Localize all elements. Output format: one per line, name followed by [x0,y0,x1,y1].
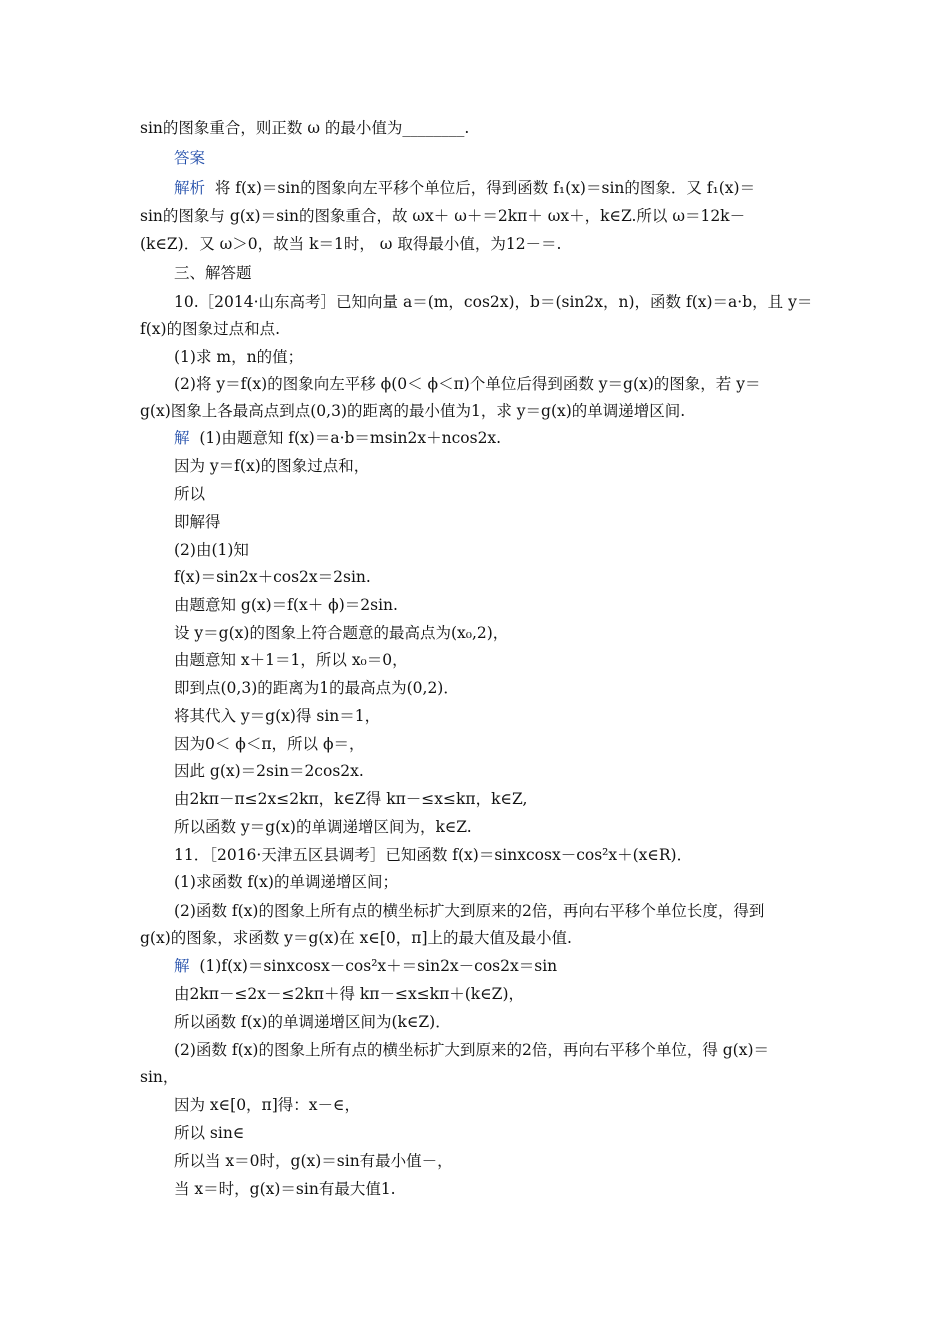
text-line: (1)求 m，n的值； [174,348,304,366]
text-line [174,428,950,448]
text-line: 设 y＝g(x)的图象上符合题意的最高点为(x₀,2)， [174,624,509,642]
text-line [174,956,950,976]
text-line: 即解得 [174,513,221,531]
text-line: 因为 y＝f(x)的图象过点和， [174,457,370,475]
text-line: 因此 g(x)＝2sin＝2cos2x. [174,762,364,780]
text-line: (2)由(1)知 [174,541,249,559]
text-line [174,178,950,198]
text-line: 所以 [174,485,206,503]
text-run: (1)f(x)＝sinxcosx－cos²x＋＝sin2x－cos2x＝sin [199,957,558,975]
text-line: sin的图象重合，则正数 ω 的最小值为________. [140,119,470,137]
text-line: f(x)的图象过点和点. [140,320,281,338]
solution-label: 解 [174,429,190,447]
text-line: 由题意知 g(x)＝f(x＋ ϕ)＝2sin. [174,596,398,614]
text-line: g(x)的图象，求函数 y＝g(x)在 x∈[0，π]上的最大值及最小值. [140,929,572,947]
question-11: 11．［2016·天津五区县调考］已知函数 f(x)＝sinxcosx－cos²x＋(x∈R)． [174,846,693,864]
text-line: 由2kπ－π≤2x≤2kπ，k∈Z得 kπ－≤x≤kπ，k∈Z, [174,790,528,808]
text-line: 由2kπ－≤2x－≤2kπ＋得 kπ－≤x≤kπ＋(k∈Z)， [174,985,524,1003]
answer-label: 答案 [174,149,206,167]
text-line: sin的图象与 g(x)＝sin的图象重合，故 ωx＋ ω＋＝2kπ＋ ωx＋，k∈Z.所以 ω＝12k－ [140,207,746,225]
text-line: (2)函数 f(x)的图象上所有点的横坐标扩大到原来的2倍，再向右平移个单位，得 g(x)＝ [174,1041,770,1059]
text-run: 将 f(x)＝sin的图象向左平移个单位后，得到函数 f₁(x)＝sin的图象．又 f₁(x)＝ [214,179,756,197]
text-line: sin， [140,1068,179,1086]
text-line: 所以 sin∈ [174,1124,245,1142]
text-line: 所以函数 y＝g(x)的单调递增区间为，k∈Z. [174,818,472,836]
solution-label: 解 [174,957,190,975]
text-line: 因为0＜ ϕ＜π，所以 ϕ＝， [174,735,365,753]
text-line: (2)将 y＝f(x)的图象向左平移 ϕ(0＜ ϕ＜π)个单位后得到函数 y＝g(x)的图象，若 y＝ [174,375,761,393]
text-line: (k∈Z)．又 ω＞0，故当 k＝1时， ω 取得最小值，为12－＝. [140,235,562,253]
text-line: 当 x＝时，g(x)＝sin有最大值1. [174,1180,396,1198]
text-line: 所以当 x＝0时，g(x)＝sin有最小值－， [174,1152,453,1170]
text-line: 因为 x∈[0，π]得：x－∈， [174,1096,361,1114]
text-line: 所以函数 f(x)的单调递增区间为(k∈Z)． [174,1013,451,1031]
text-line: (1)求函数 f(x)的单调递增区间； [174,873,398,891]
text-line: 将其代入 y＝g(x)得 sin＝1， [174,707,381,725]
text-line: f(x)＝sin2x＋cos2x＝2sin. [174,568,371,586]
text-line: 由题意知 x＋1＝1，所以 x₀＝0， [174,651,408,669]
question-10: 10.［2014·山东高考］已知向量 a＝(m，cos2x)，b＝(sin2x，n)，函数 f(x)＝a·b，且 y＝ [174,293,813,311]
text-line: g(x)图象上各最高点到点(0,3)的距离的最小值为1，求 y＝g(x)的单调递增区间. [140,402,686,420]
text-line: (2)函数 f(x)的图象上所有点的横坐标扩大到原来的2倍，再向右平移个单位长度，得到 [174,902,765,920]
text-run: (1)由题意知 f(x)＝a·b＝msin2x＋ncos2x. [199,429,502,447]
section-heading: 三、解答题 [174,264,252,282]
analysis-label: 解析 [174,179,206,197]
text-line: 即到点(0,3)的距离为1的最高点为(0,2)． [174,679,459,697]
